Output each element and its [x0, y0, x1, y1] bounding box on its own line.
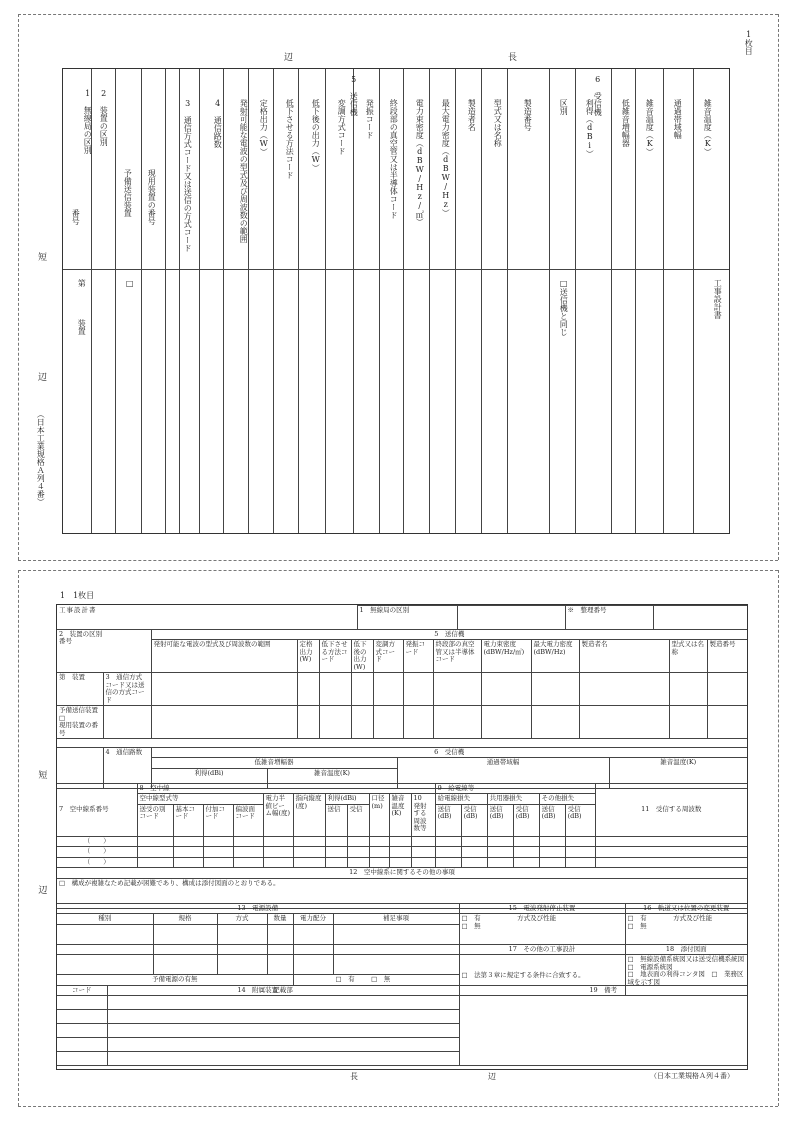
orbit-no[interactable]: □ 無: [627, 921, 647, 930]
ant-section8: 8 空中線: [137, 784, 435, 794]
long-side-label-2: 長: [508, 53, 518, 63]
station-class-value[interactable]: [457, 606, 565, 630]
ant-section11: 11 受信する周波数: [595, 784, 747, 837]
ant-directivity: 指向縦度(度): [293, 794, 325, 836]
other-section: 17 その他の工事設計: [459, 944, 625, 954]
footer-side: 辺: [488, 1072, 496, 1081]
design-form: [56, 604, 748, 1070]
power-remarks: 補足事項: [333, 914, 459, 924]
ant-shared-tx: 送信(dB): [487, 804, 513, 836]
other-text[interactable]: □ 法第３章に規定する条件に合致する。: [459, 955, 625, 996]
ant-other-loss: その他損失: [539, 794, 595, 804]
cut-line-middle-2: [18, 570, 778, 571]
footer-spec: （日本工業規格Ａ列４番）: [650, 1072, 734, 1080]
ant-basic: 基本コード: [173, 804, 203, 836]
rot-col-3: 第 装置: [77, 279, 87, 335]
ant-noise: 雑音温度(K): [389, 794, 411, 836]
stop-no[interactable]: □ 無: [461, 921, 481, 930]
tx-reduce-method: 低下させる方法コード: [319, 640, 351, 673]
power-spec: 規格: [153, 914, 217, 924]
ant-gain-rx: 受信: [347, 804, 369, 836]
tx-rated-output: 定格出力(W): [297, 640, 319, 673]
ant-row-3: （ ）: [57, 857, 137, 867]
ant-shared-rx: 受信(dB): [513, 804, 539, 836]
tx-oscillation: 発振コード: [403, 640, 433, 673]
remarks-area[interactable]: [459, 996, 747, 1066]
tx-final-stage: 終段部の真空管又は半導体コード: [433, 640, 481, 673]
footer-long: 長: [350, 1072, 358, 1081]
spec-label-top: （日本工業規格Ａ列４番）: [36, 410, 46, 506]
power-section: 13 電源設備: [57, 904, 459, 914]
tx-comm-method: 3 通信方式コード又は送信の方式コード: [103, 673, 151, 706]
rotated-design-table: [62, 68, 730, 534]
ant-polar: 偏波面コード: [233, 804, 263, 836]
rot-col-15: 5 送信機: [349, 75, 359, 116]
rot-col-9: 4 通信路数: [213, 99, 223, 148]
tx-emission: 発射可能な電波の型式及び周波数の範囲: [151, 640, 297, 673]
cut-line-middle: [18, 560, 778, 561]
rot-col-24: □送信機と同じ: [559, 279, 569, 336]
power-yes[interactable]: □ 有: [335, 975, 355, 984]
stop-section: 15 電波発射停止装置: [459, 904, 625, 914]
rot-col-1: 1 無線局の区別: [83, 89, 93, 154]
stop-method: 方式及び性能: [517, 914, 557, 923]
rot-col-11: 定格出力（W）: [259, 99, 269, 156]
tx-spare: 予備送信装置: [59, 706, 98, 715]
tx-device-nth: 第 装置: [57, 673, 103, 706]
rot-col-21: 型式又は名称: [493, 99, 503, 147]
rot-col-27: 低雑音増幅器: [621, 99, 631, 147]
tx-flux-density: 電力束密度(dBW/Hz/㎡): [481, 640, 531, 673]
ant-other-tx: 送信(dB): [539, 804, 565, 836]
tx-maker: 製造者名: [579, 640, 669, 673]
stop-yes[interactable]: □ 有: [461, 914, 481, 923]
rot-col-19: 最大電力密度（dBW/Hz）: [441, 99, 451, 217]
rot-col-13: 低下後の出力（W）: [311, 99, 321, 172]
cut-line-left-top: [18, 14, 19, 560]
left-side-label-1: 短: [36, 770, 47, 779]
ant-gain: 利得(dBi): [325, 794, 369, 804]
ant-section7: 7 空中線系番号: [57, 784, 137, 837]
rot-col-6: □: [125, 279, 135, 288]
rot-col-26: 利得（dBi）: [585, 99, 595, 158]
tx-section: 5 送信機: [151, 630, 747, 640]
remarks-section: 19 備考: [459, 986, 747, 996]
rot-col-23: 区別: [559, 99, 569, 115]
tx-modulation: 変調方式コード: [373, 640, 403, 673]
rot-col-29: 通過帯域幅: [673, 99, 683, 139]
cut-line-bottom: [18, 1106, 778, 1107]
rot-col-0: 工事設計書: [713, 279, 723, 319]
rot-col-22: 製造番号: [523, 99, 533, 131]
rx-gain: 利得(dBi): [151, 768, 267, 788]
ant-feeder-loss: 給電線損失: [435, 794, 487, 804]
reference-mark-label: ※ 整理番号: [565, 606, 653, 630]
rot-col-7: 現用装置の番号: [147, 169, 157, 225]
ant-section12: 12 空中線系に関するその他の事項: [57, 868, 747, 878]
rx-noise-temp: 雑音温度(K): [267, 768, 397, 788]
attach-d[interactable]: □ 業務区域を示す図: [627, 970, 744, 986]
rot-col-17: 終段部の真空管又は半導体コード: [389, 99, 399, 219]
sheet-count-top: 1枚目: [744, 30, 754, 55]
ant-diameter: 口径(m): [369, 794, 389, 836]
ant-txrx-class: 送受の別コード: [137, 804, 173, 836]
tx-reduced-output: 低下後の出力(W): [351, 640, 373, 673]
power-qty: 数量: [267, 914, 293, 924]
tx-number: 番号: [59, 637, 72, 646]
power-method: 方式: [217, 914, 267, 924]
attach-section: 18 添付図面: [625, 944, 747, 954]
accessory-section: 14 附属装置: [57, 985, 459, 995]
ant-row-2: （ ）: [57, 847, 137, 857]
tx-device-class: 2 装置の区別: [59, 630, 103, 638]
left-side-label-2: 辺: [36, 885, 47, 894]
ant-row-1: （ ）: [57, 836, 137, 846]
cut-line-left-bottom: [18, 570, 19, 1106]
ant-gain-tx: 送信: [325, 804, 347, 836]
rot-col-2: 番号: [71, 209, 81, 225]
ant-other-rx: 受信(dB): [565, 804, 595, 836]
tx-active-no: 現用装置の番号: [59, 721, 98, 737]
ant-beam: 電力半値ビーム幅(度): [263, 794, 293, 836]
rot-col-10: 発射可能な電波の型式及び周波数の範囲: [239, 99, 249, 243]
station-class-label: 1 無線局の区別: [357, 606, 457, 630]
rx-bandwidth: 通過帯域幅: [397, 758, 609, 788]
tx-model: 型式又は名称: [669, 640, 707, 673]
power-kind: 種別: [57, 914, 153, 924]
rot-col-30: 雑音温度（K）: [703, 99, 713, 156]
sheet-count-bottom: 1 1枚目: [60, 591, 95, 600]
ant-shared-loss: 共用器損失: [487, 794, 539, 804]
orbit-yes[interactable]: □ 有: [627, 914, 647, 923]
tx-serial: 製造番号: [707, 640, 747, 673]
rot-col-5: 予備送信装置: [123, 169, 133, 217]
cut-line-right-top: [778, 14, 779, 560]
attach-c[interactable]: □ 地表面の利得コンタ図: [627, 970, 705, 979]
ant-feeder-rx: 受信(dB): [461, 804, 487, 836]
orbit-method: 方式及び性能: [673, 914, 713, 923]
attach-a[interactable]: □ 無線設備系統図又は送受信機系統図: [627, 955, 745, 964]
ant-section10: 10 発射する周波数等: [411, 794, 435, 836]
cut-line-right-bottom: [778, 570, 779, 1106]
rx-lna: 低雑音増幅器: [151, 758, 397, 768]
cut-line-top: [18, 14, 778, 15]
attach-b[interactable]: □ 電源系統図: [627, 962, 673, 971]
rot-col-4: 2 装置の区別: [99, 89, 109, 146]
power-spare: 予備電源の有無: [57, 975, 293, 985]
tx-max-power-density: 最大電力密度(dBW/Hz): [531, 640, 579, 673]
reference-number-value[interactable]: [653, 606, 747, 630]
rx-channels: 4 通信路数: [103, 748, 151, 789]
rot-col-16: 発振コード: [365, 99, 375, 139]
rx-noise-temp-2: 雑音温度(K): [609, 758, 747, 788]
ant-note[interactable]: □ 構成が複雑なため記載が困難であり、構成は添付図面のとおりである。: [57, 878, 747, 908]
rot-col-14: 変調方式コード: [337, 99, 347, 155]
accessory-content: 記載部: [107, 986, 459, 996]
form-title: 工事設計書: [57, 606, 357, 630]
rot-col-18: 電力束密度（dBW/Hz/㎡）: [415, 99, 425, 226]
tx-spare-checkbox[interactable]: □: [59, 713, 66, 722]
rot-col-25: 6 受信機: [593, 75, 603, 116]
ant-type: 空中線型式等: [137, 794, 263, 804]
accessory-code: コード: [57, 986, 107, 996]
orbit-section: 16 軌道又は位置の変更装置: [625, 904, 747, 914]
ant-section9: 9 給電線等: [435, 784, 595, 794]
ant-feeder-tx: 送信(dB): [435, 804, 461, 836]
rot-col-20: 製造者名: [467, 99, 477, 131]
rx-section: 6 受信機: [151, 748, 747, 758]
short-side-label-2: 辺: [38, 373, 48, 383]
rot-col-8: 3 通信方式コード又は送信の方式コード: [183, 99, 193, 252]
rot-col-28: 雑音温度（K）: [645, 99, 655, 156]
long-side-label-1: 辺: [284, 53, 294, 63]
short-side-label-1: 短: [38, 253, 48, 263]
rot-col-12: 低下させる方法コード: [285, 99, 295, 179]
ant-attach: 付加コード: [203, 804, 233, 836]
power-no[interactable]: □ 無: [371, 975, 391, 984]
power-alloc: 電力配分: [293, 914, 333, 924]
